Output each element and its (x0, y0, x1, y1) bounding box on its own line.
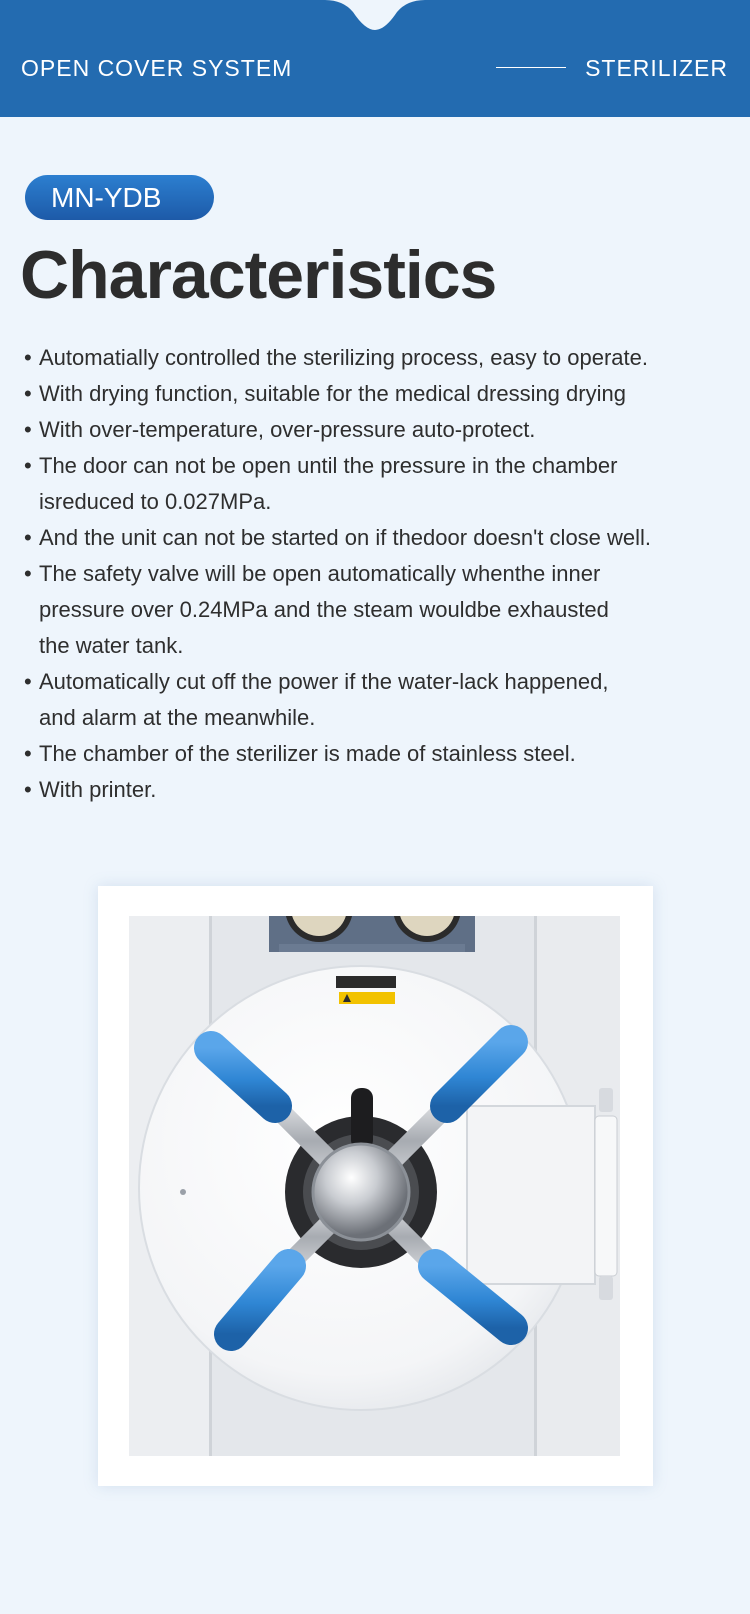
bullet: • (24, 669, 32, 694)
feature-item (24, 412, 744, 448)
bullet: • (24, 561, 32, 586)
section-title: Characteristics (20, 237, 497, 313)
feature-text: With printer. (39, 777, 157, 802)
feature-item (24, 448, 744, 520)
header-left-text: OPEN COVER SYSTEM (21, 55, 293, 81)
feature-text: The chamber of the sterilizer is made of stainless steel. (39, 741, 576, 766)
header-divider-line (496, 67, 566, 68)
feature-item (24, 664, 744, 736)
header-banner (0, 0, 750, 117)
feature-item (24, 772, 744, 808)
bullet: • (24, 345, 32, 370)
bullet: • (24, 525, 32, 550)
model-badge: MN-YDB (25, 175, 214, 220)
feature-item (24, 520, 744, 556)
feature-item (24, 556, 744, 664)
product-photo-frame (98, 886, 653, 1486)
feature-text: With over-temperature, over-pressure auto-protect. (39, 417, 536, 442)
feature-item (24, 376, 744, 412)
bullet: • (24, 453, 32, 478)
feature-text: And the unit can not be started on if thedoor doesn't close well. (39, 525, 652, 550)
feature-text: Automatically cut off the power if the water-lack happened, and alarm at the meanwhile. (39, 669, 609, 730)
feature-list (24, 340, 744, 808)
sterilizer-door-illustration (129, 916, 620, 1456)
feature-item (24, 736, 744, 772)
feature-text: With drying function, suitable for the medical dressing drying (39, 381, 626, 406)
header-right-text: STERILIZER (585, 55, 728, 81)
feature-text: The safety valve will be open automatically whenthe inner pressure over 0.24MPa and the steam wouldbe exhausted the water tank. (39, 561, 609, 658)
bullet: • (24, 741, 32, 766)
sterilizer-door-photo (129, 916, 620, 1456)
feature-item (24, 340, 744, 376)
bullet: • (24, 381, 32, 406)
feature-text: The door can not be open until the pressure in the chamber isreduced to 0.027MPa. (39, 453, 618, 514)
bullet: • (24, 417, 32, 442)
header-notch (325, 0, 425, 30)
bullet: • (24, 777, 32, 802)
feature-text: Automatially controlled the sterilizing process, easy to operate. (39, 345, 648, 370)
